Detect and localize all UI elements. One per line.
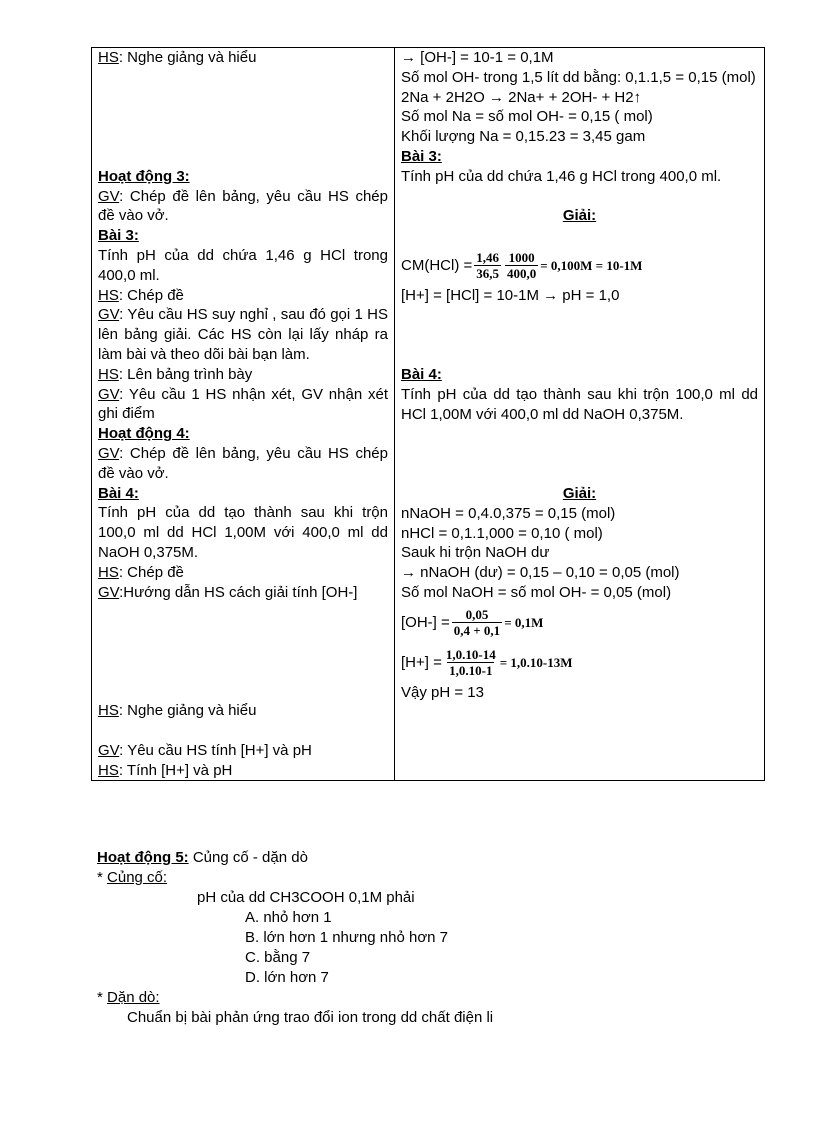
hs-text: : Tính [H+] và pH xyxy=(118,761,233,779)
quiz-option: B. lớn hơn 1 nhưng nhỏ hơn 7 xyxy=(245,929,449,946)
formula-label: [H+] = xyxy=(401,653,442,671)
gv-text: : Chép đề lên bảng, yêu cầu HS chép đề vào vở. xyxy=(98,444,388,482)
quiz-option: D. lớn hơn 7 xyxy=(245,969,329,986)
ph-final: Vậy pH = 13 xyxy=(401,683,484,701)
gv-line xyxy=(98,583,388,603)
activity-3-title: Hoạt động 3: xyxy=(98,167,190,185)
gv-line xyxy=(98,741,388,761)
gv-label: GV xyxy=(98,306,120,324)
hydrogen-formula xyxy=(401,643,758,683)
activity-5-text: Củng cố - dặn dò xyxy=(192,849,308,866)
solution-line: nHCl = 0,1.1,000 = 0,10 ( mol) xyxy=(401,524,603,542)
gv-line xyxy=(98,385,388,425)
hs-line xyxy=(98,48,388,68)
reaction-equation: 2Na + 2H2O → 2Na+ + 2OH- + H2↑ xyxy=(401,88,642,106)
activity-5-title: Hoạt động 5: xyxy=(97,849,189,866)
fraction: $\frac{1000}{400,0}$ xyxy=(507,250,537,282)
exercise-3-text: Tính pH của dd chứa 1,46 g HCl trong 400,0 ml. xyxy=(98,246,388,284)
solution-line: → [OH-] = 10-1 = 0,1M xyxy=(401,49,554,66)
gv-label: GV xyxy=(98,741,120,759)
hs-line xyxy=(98,365,388,385)
gv-line xyxy=(98,305,388,364)
activity-4-title: Hoạt động 4: xyxy=(98,425,190,443)
exercise-3-text: Tính pH của dd chứa 1,46 g HCl trong 400,0 ml. xyxy=(401,167,722,185)
left-cell xyxy=(92,48,395,781)
hs-label: HS xyxy=(98,286,119,304)
homework-line: * Dặn dò: xyxy=(97,989,160,1006)
formula-label: [OH-] = xyxy=(401,613,450,631)
hs-text: : Lên bảng trình bày xyxy=(118,365,253,383)
exercise-4-title: Bài 4: xyxy=(98,484,139,502)
gv-line xyxy=(98,187,388,227)
exercise-4-title: Bài 4: xyxy=(401,366,442,384)
hs-label: HS xyxy=(98,563,119,581)
exercise-4-text: Tính pH của dd tạo thành sau khi trộn 100,0 ml dd HCl 1,00M với 400,0 ml dd NaOH 0,375M. xyxy=(98,504,388,561)
hs-label: HS xyxy=(98,365,119,383)
hs-line xyxy=(98,701,388,721)
hs-label: HS xyxy=(98,702,119,720)
solution-line: Số mol NaOH = số mol OH- = 0,05 (mol) xyxy=(401,583,672,601)
activity-5-line xyxy=(97,848,757,868)
quiz-option: A. nhỏ hơn 1 xyxy=(245,909,332,926)
fraction: $\frac{1,0.10-14}{1,0.10-1}$ xyxy=(445,647,496,679)
homework-text: Chuẩn bị bài phản ứng trao đổi ion trong dd chất điện li xyxy=(127,1009,494,1026)
hydroxide-formula xyxy=(401,603,758,643)
solution-heading: Giải: xyxy=(562,484,597,502)
table-row xyxy=(92,48,765,781)
hs-label: HS xyxy=(98,49,119,66)
ph-result-line: [H+] = [HCl] = 10-1M → pH = 1,0 xyxy=(401,286,620,304)
consolidation-line: * Củng cố: xyxy=(97,869,168,886)
solution-line: → nNaOH (dư) = 0,15 – 0,10 = 0,05 (mol) xyxy=(401,564,680,582)
gv-text: : Chép đề lên bảng, yêu cầu HS chép đề vào vở. xyxy=(98,187,388,225)
homework-label: Dặn dò: xyxy=(107,989,160,1006)
formula-label: CM(HCl) = xyxy=(401,257,473,275)
solution-heading: Giải: xyxy=(562,207,597,225)
hs-text: : Chép đề xyxy=(118,563,184,581)
gv-label: GV xyxy=(98,444,120,462)
gv-label: GV xyxy=(98,187,120,205)
exercise-3-title: Bài 3: xyxy=(401,147,442,165)
formula-result: = 1,0.10-13M xyxy=(499,654,573,670)
hs-text: : Nghe giảng và hiểu xyxy=(118,49,257,66)
formula-result: = 0,100M = 10-1M xyxy=(540,258,643,274)
solution-line: Số mol OH- trong 1,5 lít dd bằng: 0,1.1,5 = 0,15 (mol) xyxy=(401,68,756,86)
hs-line xyxy=(98,286,388,306)
exercise-3-title: Bài 3: xyxy=(98,227,139,245)
formula-result: = 0,1M xyxy=(504,614,544,630)
gv-line xyxy=(98,444,388,484)
fraction: $\frac{0,05}{0,4 + 0,1}$ xyxy=(453,607,501,639)
quiz-question: pH của dd CH3COOH 0,1M phải xyxy=(197,889,415,906)
right-cell xyxy=(395,48,765,781)
hs-line xyxy=(98,761,388,781)
gv-text: : Yêu cầu HS suy nghỉ , sau đó gọi 1 HS lên bảng giải. Các HS còn lại lấy nháp ra làm bài và theo dõi bài bạn làm. xyxy=(98,306,388,363)
quiz-option: C. bằng 7 xyxy=(245,949,311,966)
hs-label: HS xyxy=(98,761,119,779)
hs-line xyxy=(98,563,388,583)
gv-text: : Yêu cầu HS tính [H+] và pH xyxy=(119,741,312,759)
lesson-table xyxy=(91,47,765,781)
solution-line: nNaOH = 0,4.0,375 = 0,15 (mol) xyxy=(401,504,616,522)
solution-line: Sauk hi trộn NaOH dư xyxy=(401,544,550,562)
consolidation-label: Củng cố: xyxy=(107,869,168,886)
solution-line: Số mol Na = số mol OH- = 0,15 ( mol) xyxy=(401,108,653,126)
footer-section xyxy=(97,848,757,1028)
fraction: $\frac{1,46}{36,5}$ xyxy=(476,250,499,282)
concentration-formula xyxy=(401,246,758,286)
gv-text: : Yêu cầu 1 HS nhận xét, GV nhận xét ghi điểm xyxy=(98,385,388,423)
gv-text: :Hướng dẫn HS cách giải tính [OH-] xyxy=(119,583,358,601)
exercise-4-text: Tính pH của dd tạo thành sau khi trộn 100,0 ml dd HCl 1,00M với 400,0 ml dd NaOH 0,375M. xyxy=(401,385,758,423)
solution-line: Khối lượng Na = 0,15.23 = 3,45 gam xyxy=(401,128,646,146)
hs-text: : Chép đề xyxy=(118,286,184,304)
hs-text: : Nghe giảng và hiểu xyxy=(118,702,257,720)
gv-label: GV xyxy=(98,583,120,601)
gv-label: GV xyxy=(98,385,120,403)
